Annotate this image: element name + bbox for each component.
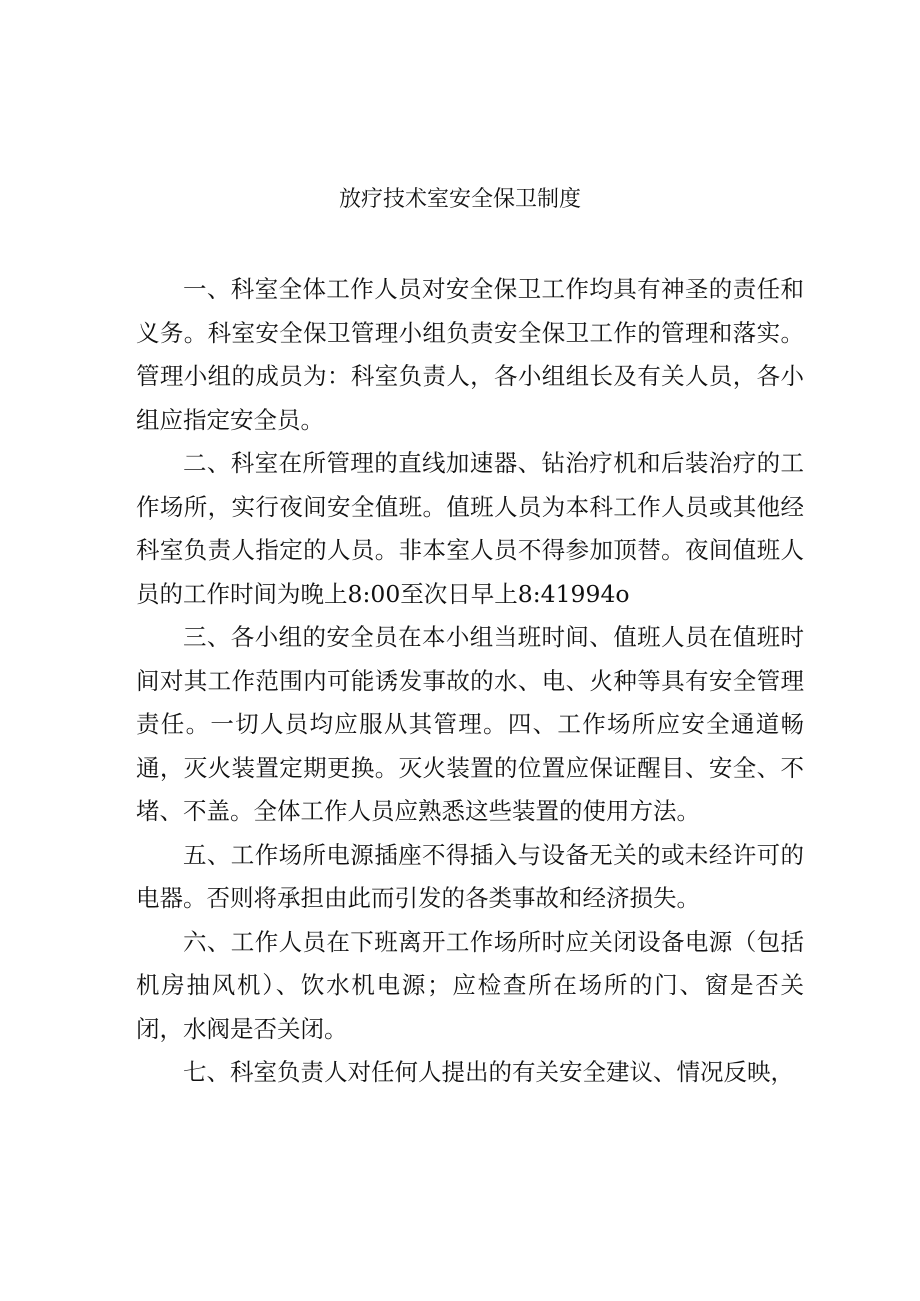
paragraph-5: 六、工作人员在下班离开工作场所时应关闭设备电源（包括机房抽风机）、饮水机电源；应检查所在场所的门、窗是否关闭，水阀是否关闭。 [136, 927, 804, 1043]
document-title: 放疗技术室安全保卫制度 [338, 187, 581, 212]
paragraph-2: 二、科室在所管理的直线加速器、钻治疗机和后装治疗的工作场所，实行夜间安全值班。值班人员为本科工作人员或其他经科室负责人指定的人员。非本室人员不得参加顶替。夜间值班人员的工作时间为晚上8:00至次日早上8:41994o [136, 449, 804, 608]
paragraph-6: 七、科室负责人对任何人提出的有关安全建议、情况反映， [183, 1058, 794, 1086]
paragraph-4: 五、工作场所电源插座不得插入与设备无关的或未经许可的电器。否则将承担由此而引发的各类事故和经济损失。 [136, 840, 804, 912]
paragraph-1: 一、科室全体工作人员对安全保卫工作均具有神圣的责任和义务。科室安全保卫管理小组负责安全保卫工作的管理和落实。管理小组的成员为：科室负责人，各小组组长及有关人员，各小组应指定安全员。 [136, 275, 804, 434]
paragraph-3: 三、各小组的安全员在本小组当班时间、值班人员在值班时间对其工作范围内可能诱发事故的水、电、火种等具有安全管理责任。一切人员均应服从其管理。四、工作场所应安全通道畅通，灭火装置定期更换。灭火装置的位置应保证醒目、安全、不堵、不盖。全体工作人员应熟悉这些装置的使用方法。 [136, 623, 804, 825]
document-body [136, 268, 804, 1095]
